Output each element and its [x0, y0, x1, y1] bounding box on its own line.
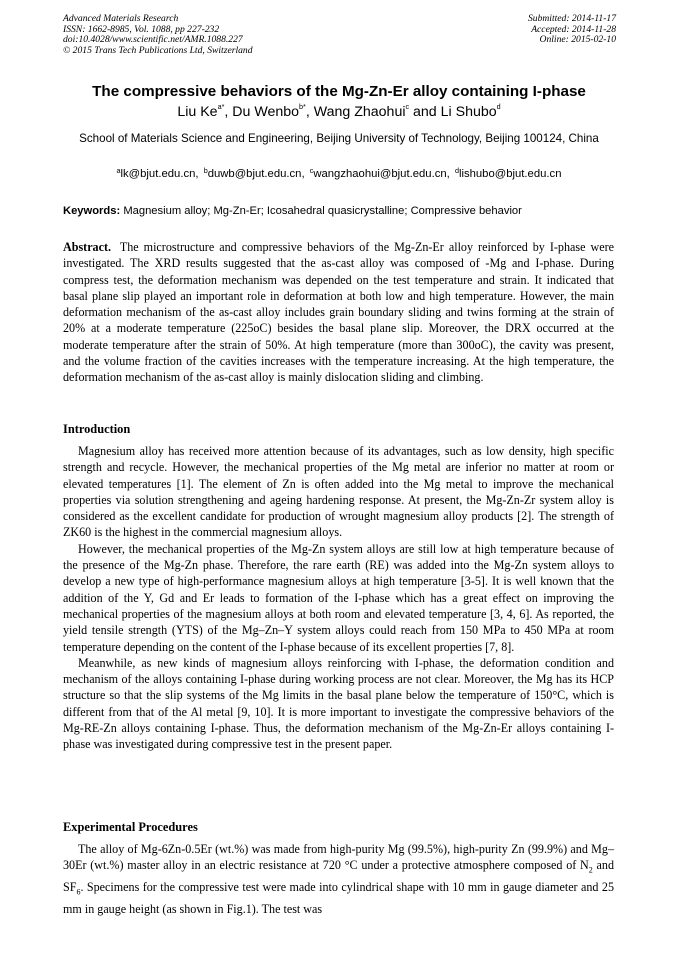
- abstract: [63, 239, 614, 386]
- text-run: The alloy of Mg-6Zn-0.5Er (wt.%) was made from high-purity Mg (99.5%), high-purity Zn (99.9%) and Mg–30Er (wt.%) master alloy in an electric resistance at 720 °C under a protective atmosphere composed of N: [63, 842, 614, 873]
- paragraph: Meanwhile, as new kinds of magnesium alloys reinforcing with I-phase, the deformation condition and mechanism of the alloys containing I-phase during working process are not clear. Moreover, the Mg has its HCP structure so that the slip systems of the Mg limits in the basal plane below the temperature of 150°C, which is different from that of the Al metal [9, 10]. It is more important to investigate the compressive behaviors of the Mg-RE-Zn alloys containing I-phase. Thus, the deformation mechanism of the Mg-Zn-Er alloys containing I-phase was investigated during compressive test in the present paper.: [63, 655, 614, 752]
- email-entry[interactable]: [117, 168, 199, 180]
- issn: ISSN: 1662-8985, Vol. 1088, pp 227-232: [63, 23, 220, 35]
- text-run: . Specimens for the compressive test were made into cylindrical shape with 10 mm in gauge diameter and 25 mm in gauge height (as shown in Fig.1). The test was: [63, 880, 614, 916]
- section-heading-introduction: Introduction: [63, 422, 131, 436]
- author-list: [0, 104, 678, 120]
- paragraph: [63, 841, 614, 917]
- keywords: [63, 205, 623, 217]
- journal-name: Advanced Materials Research: [63, 13, 179, 24]
- section-heading-experimental: Experimental Procedures: [63, 820, 198, 834]
- author-name: Wang Zhaohui: [313, 104, 406, 120]
- author-sup: b*: [299, 102, 306, 111]
- online-date: Online: 2015-02-10: [539, 34, 616, 46]
- email-sup: c: [309, 166, 314, 175]
- subscript: 2: [588, 865, 593, 875]
- email-sup: d: [454, 166, 459, 175]
- author-separator: ,: [224, 104, 233, 120]
- publication-dates: [528, 14, 616, 46]
- author-name: Du Wenbo: [232, 104, 300, 120]
- author-separator: ,: [305, 104, 314, 120]
- email-list: [0, 168, 678, 180]
- email-address[interactable]: wangzhaohui@bjut.edu.cn,: [313, 168, 450, 180]
- author-name: Li Shubo: [440, 104, 497, 120]
- accepted-date: Accepted: 2014-11-28: [531, 23, 616, 35]
- email-sup: a: [116, 166, 121, 175]
- experimental-body: [63, 841, 614, 917]
- author-sup: d: [496, 102, 501, 111]
- email-sup: b: [203, 166, 208, 175]
- text-run: and SF: [63, 858, 614, 894]
- doi[interactable]: doi:10.4028/www.scientific.net/AMR.1088.227: [63, 34, 243, 46]
- keywords-text: Magnesium alloy; Mg-Zn-Er; Icosahedral quasicrystalline; Compressive behavior: [123, 205, 522, 217]
- abstract-text: The microstructure and compressive behaviors of the Mg-Zn-Er alloy reinforced by I-phase were investigated. The XRD results suggested that the as-cast alloy was composed of -Mg and I-phase. During compress test, the deformation mechanism was depended on the test temperature and strain. It indicated that basal plane slip played an important role in deformation at both low and high temperature. However, the main deformation mechanism of the as-cast alloy includes grain boundary sliding and twins forming at the strain of 20% at a moderate temperature (225oC) besides the basal plane slip. Moreover, the DRX occurred at the moderate temperature after the strain of 50%. At high temperature (more than 300oC), the cavity was present, and the volume fraction of the cavities increases with the temperature increasing. At the high temperature, the deformation mechanism of the as-cast alloy is mainly dislocation sliding and climbing.: [63, 240, 614, 385]
- introduction-body: [63, 443, 614, 753]
- author-separator: and: [409, 104, 441, 120]
- email-address[interactable]: lishubo@bjut.edu.cn: [458, 168, 562, 180]
- email-entry[interactable]: [310, 168, 450, 180]
- email-address[interactable]: duwb@bjut.edu.cn,: [207, 168, 305, 180]
- email-entry[interactable]: [455, 168, 562, 180]
- paper-title: The compressive behaviors of the Mg-Zn-Er alloy containing I-phase: [92, 83, 586, 100]
- email-entry[interactable]: [204, 168, 305, 180]
- keywords-label: Keywords:: [63, 205, 121, 217]
- publication-info: [63, 14, 253, 56]
- author-sup: a*: [217, 102, 225, 111]
- abstract-label: Abstract.: [63, 240, 112, 254]
- paragraph: However, the mechanical properties of the Mg-Zn system alloys are still low at high temperature because of the presence of the Mg-Zn phase. Therefore, the rare earth (RE) was added into the Mg-Zn system alloys to develop a new type of high-performance magnesium alloys at high temperature [3-5]. It is well known that the addition of the Y, Gd and Er leads to formation of the I-phase which has a great effect on improving the mechanical properties of the magnesium alloys at both room and elevated temperature [3, 4, 6]. As reported, the yield tensile strength (YTS) of the Mg–Zn–Y system alloys could reach from 150 MPa to 450 MPa at room temperature depending on the content of the I-phase because of its excellent properties [7, 8].: [63, 541, 614, 654]
- subscript: 6: [76, 887, 81, 897]
- paragraph: Magnesium alloy has received more attention because of its advantages, such as low density, high specific strength and recycle. However, the mechanical properties of the Mg metal are inferior no matter at room or elevated temperatures [1]. The element of Zn is often added into the Mg metal to improve the mechanical properties via solution strengthening and ageing hardening response. At present, the Mg-Zn-Zr system alloy is considered as the excellent candidate for production of wrought magnesium alloy products [2]. The strength of ZK60 is the highest in the commercial magnesium alloys.: [63, 444, 614, 540]
- author-sup: c: [405, 102, 410, 111]
- email-address[interactable]: lk@bjut.edu.cn,: [120, 168, 199, 180]
- author-name: Liu Ke: [177, 104, 218, 120]
- copyright: © 2015 Trans Tech Publications Ltd, Switzerland: [63, 44, 253, 56]
- submitted-date: Submitted: 2014-11-17: [527, 13, 616, 24]
- affiliation: School of Materials Science and Engineering, Beijing University of Technology, Beijing 100124, China: [79, 132, 599, 145]
